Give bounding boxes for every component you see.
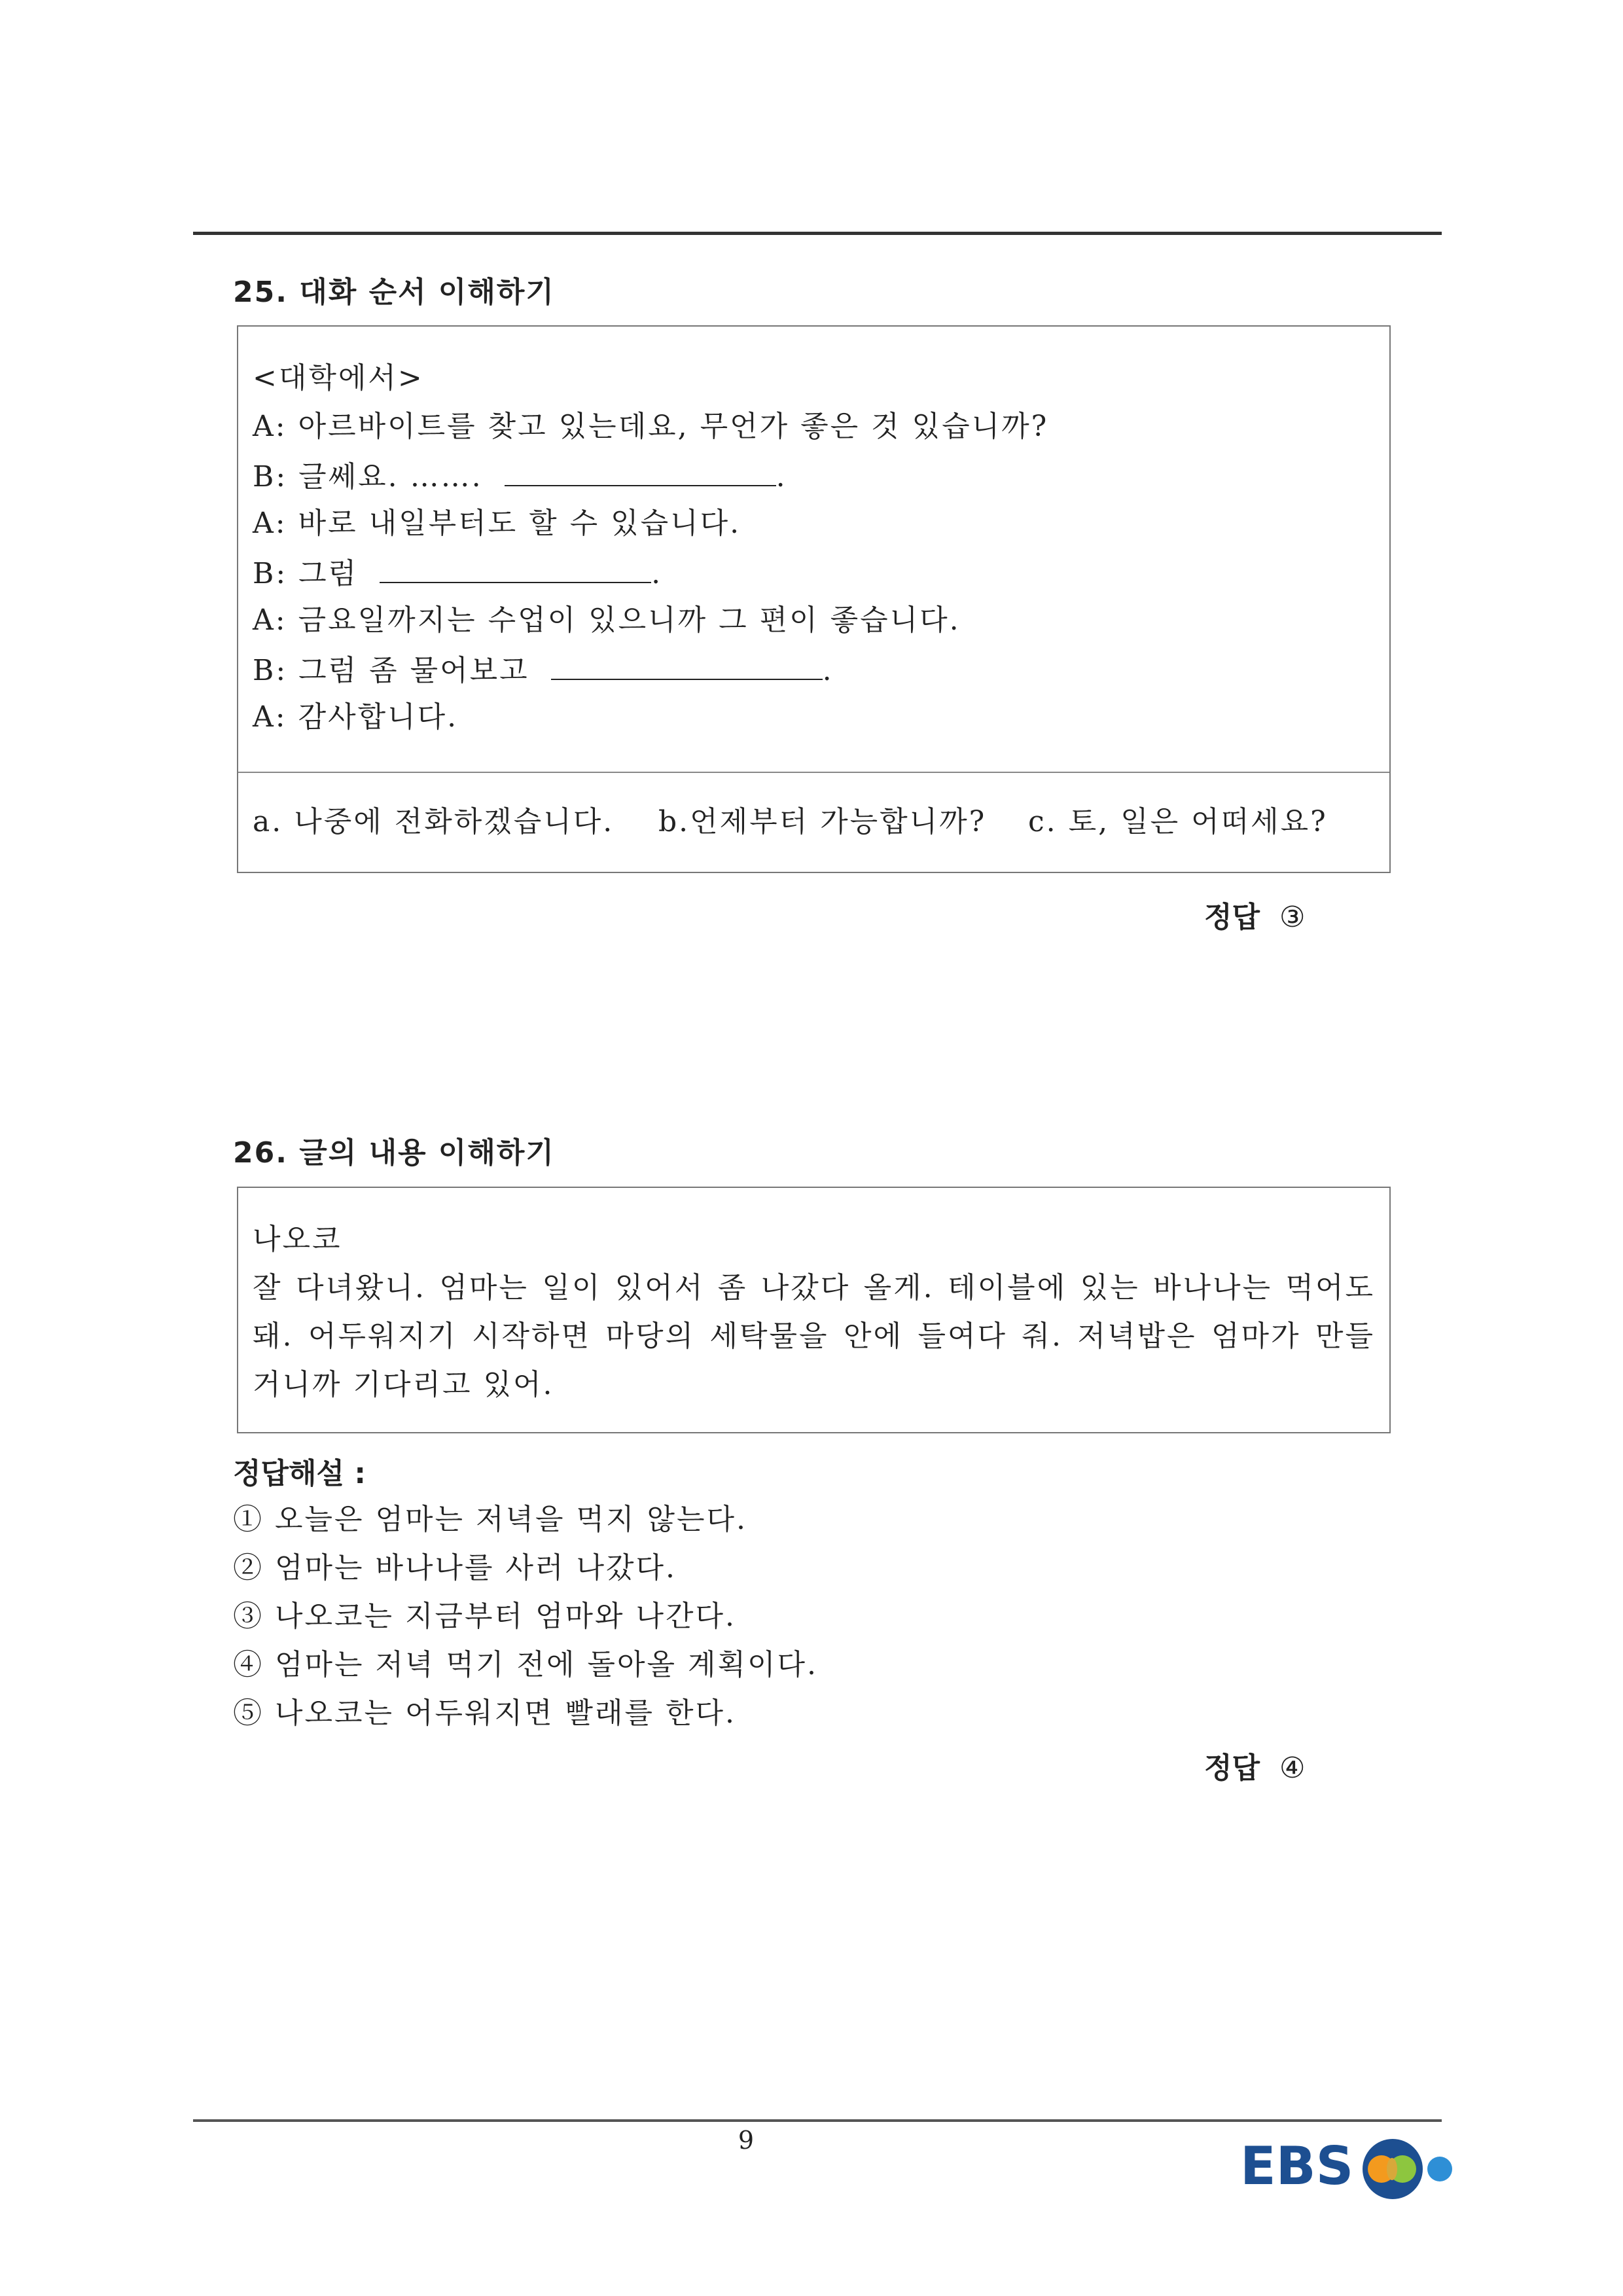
question-26-box <box>237 1187 1391 1433</box>
dialogue-line-setting: <대학에서> <box>253 361 424 395</box>
answer-options <box>253 798 1328 846</box>
dialogue-line: A: 감사합니다. <box>253 700 459 734</box>
passage-text: 잘 다녀왔니. 엄마는 일이 있어서 좀 나갔다 올게. 테이블에 있는 바나나는 먹어도 돼. 어두워지기 시작하면 마당의 세탁물을 안에 들여다 줘. 저녁밥은 엄마가 만들 거니까 기다리고 있어. <box>253 1271 1375 1401</box>
option-a: a. 나중에 전화하겠습니다. <box>253 805 615 838</box>
ebs-logo-icon <box>1240 2122 1459 2200</box>
question-26-title: 26. 글의 내용 이해하기 <box>233 1136 555 1170</box>
answer-blank-2 <box>380 548 651 583</box>
question-25-answer: 정답 ③ <box>1204 901 1306 934</box>
option-c: c. 토, 일은 어떠세요? <box>1028 805 1328 838</box>
dialogue-line: A: 아르바이트를 찾고 있는데요, 무언가 좋은 것 있습니까? <box>253 410 1049 443</box>
logo-overlap <box>1387 2158 1397 2180</box>
dialogue-line: A: 바로 내일부터도 할 수 있습니다. <box>253 507 741 540</box>
choice-1: ① 오늘은 엄마는 저녁을 먹지 않는다. <box>233 1503 747 1536</box>
dialogue-line: A: 금요일까지는 수업이 있으니까 그 편이 좋습니다. <box>253 603 961 637</box>
box-divider <box>238 772 1389 773</box>
choice-5: ⑤ 나오코는 어두워지면 빨래를 한다. <box>233 1696 736 1730</box>
passage-recipient: 나오코 <box>253 1223 342 1256</box>
header-rule <box>193 232 1442 235</box>
question-25-title: 25. 대화 순서 이해하기 <box>233 276 555 309</box>
logo-blue-dot <box>1427 2157 1452 2181</box>
choice-2: ② 엄마는 바나나를 사러 나갔다. <box>233 1551 677 1585</box>
choice-3: ③ 나오코는 지금부터 엄마와 나간다. <box>233 1600 736 1633</box>
dialogue-line-blank-2: B: 그럼 . <box>253 548 1376 596</box>
logo-wordmark: EBS <box>1240 2136 1354 2197</box>
question-26-answer: 정답 ④ <box>1204 1751 1306 1785</box>
page-number: 9 <box>738 2126 755 2155</box>
dialogue-line-blank-1: B: 글쎄요. ……. . <box>253 451 1376 499</box>
option-b: b.언제부터 가능합니까? <box>658 805 987 838</box>
question-25-box <box>237 325 1391 873</box>
choice-list <box>233 1496 818 1738</box>
answer-number: ③ <box>1279 901 1306 934</box>
dialogue <box>253 354 1376 742</box>
answer-blank-1 <box>505 451 776 486</box>
answer-number: ④ <box>1279 1751 1306 1785</box>
choice-4: ④ 엄마는 저녁 먹기 전에 돌아올 계획이다. <box>233 1648 818 1681</box>
answer-blank-3 <box>551 645 823 680</box>
explanation-label: 정답해설 : <box>233 1457 366 1490</box>
dialogue-line-blank-3: B: 그럼 좀 물어보고 . <box>253 645 1376 693</box>
